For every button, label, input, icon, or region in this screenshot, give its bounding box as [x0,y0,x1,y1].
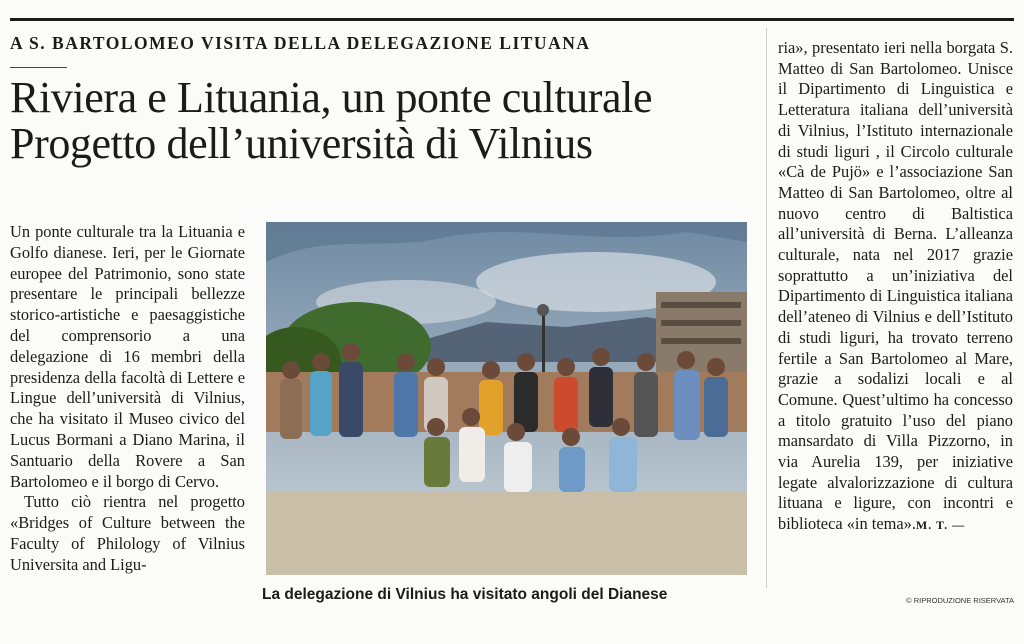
author-signature: M. T. — [915,518,966,533]
group-photo [266,222,747,575]
headline-line-2: Progetto dell’università di Vilnius [10,119,593,168]
body-paragraph-3 [778,38,1013,536]
copyright-notice: © RIPRODUZIONE RISERVATA [906,596,1014,605]
kicker: A S. BARTOLOMEO VISITA DELLA DELEGAZIONE LITUANA [10,33,591,53]
photo-caption: La delegazione di Vilnius ha visitato angoli del Dianese [262,586,668,603]
body-column-right [778,38,1013,536]
group-photo-icon [266,222,747,575]
body-paragraph-1: Un ponte culturale tra la Lituania e Golfo dianese. Ieri, per le Giornate europee del Patrimonio, sono state presentare le principali bellezze storico-artistiche e paesaggistiche del comprensorio a una delegazione di 16 membri della presidenza della facoltà di Lettere e Lingue dell’università di Vilnius, che ha visitato il Museo civico del Lucus Bormani a Diano Marina, il Santuario della Rovere a San Bartolomeo e il borgo di Cervo. [10,222,245,491]
headline-line-1: Riviera e Lituania, un ponte culturale [10,73,653,122]
body-paragraph-2: Tutto ciò rientra nel progetto «Bridges of Culture between the Faculty of Philology of Vilnius Universita and Ligu- [10,492,245,574]
body-paragraph-3-text: ria», presentato ieri nella borgata S. Matteo di San Bartolomeo. Unisce il Dipartimento di Linguistica e Letteratura italiana dell’università di Vilnius, l’Istituto internazionale di studi liguri , il Circolo culturale «Cà de Pujö» e l’associazione San Matteo di San Bartolomeo, oltre al nuovo centro di Baltistica all’università di Berna. L’alleanza culturale, nata nel 2017 grazie soprattutto a un’iniziativa del Dipartimento di Linguistica italiana dell’ateneo di Vilnius e dell’Istituto di studi liguri, ha trovato terreno fertile a San Bartolomeo al Mare, grazie a sodalizi locali e al Comune. Quest’ultimo ha concesso a titolo gratuito l’uso del piano mansardato di Villa Pizzorno, in via Aurelia 139, per iniziative legate alvalorizzazione di cultura lituana e ligure, con incontri e biblioteca «in tema». [778,38,1013,534]
body-column-left [10,222,245,576]
column-divider [766,28,767,588]
top-rule [10,18,1014,21]
kicker-rule [10,67,67,68]
headline [10,75,755,167]
